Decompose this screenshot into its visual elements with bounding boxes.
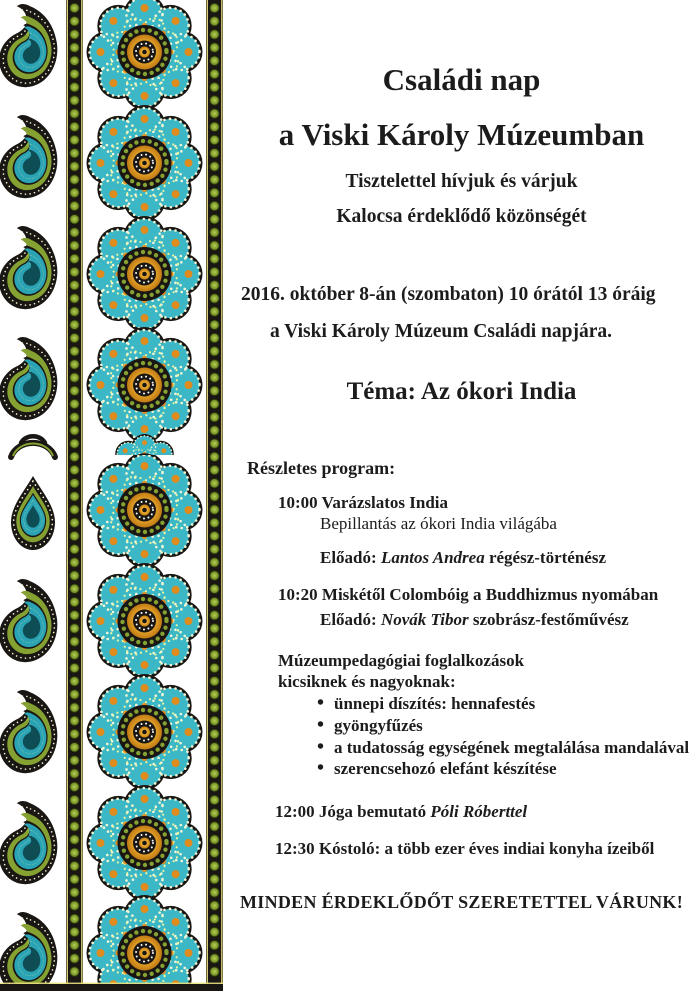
closing-line: MINDEN ÉRDEKLŐDŐT SZERETETTEL VÁRUNK! <box>239 892 684 912</box>
mandala-flower-motif <box>87 674 203 790</box>
program-item3-title: 12:00 Jóga bemutató Póli Róberttel <box>275 802 528 821</box>
program-item2-title: 10:20 Miskétől Colombóig a Buddhizmus nyomában <box>278 585 659 604</box>
poster-title-line1: Családi nap <box>382 62 541 97</box>
workshops-list <box>317 694 689 781</box>
mandala-flower-motif <box>87 452 203 568</box>
speaker-name: Lantos Andrea <box>380 548 485 567</box>
workshops-heading: Múzeumpedagógiai foglalkozások kicsiknek és nagyoknak: <box>278 651 525 691</box>
speaker-name: Novák Tibor <box>380 610 469 629</box>
poster-title-line2: a Viski Károly Múzeumban <box>278 117 645 152</box>
workshop-bullet: • ünnepi díszítés: hennafestés <box>317 694 689 716</box>
program-heading: Részletes program: <box>247 458 396 478</box>
poster-content <box>223 0 700 991</box>
mandala-flower-motif <box>87 327 203 443</box>
mandala-flower-motif <box>87 785 203 901</box>
speaker-label: Előadó: <box>320 610 377 629</box>
event-venue-line: a Viski Károly Múzeum Családi napjára. <box>270 321 613 342</box>
program-item4-title: 12:30 Kóstoló: a több ezer éves indiai konyha ízeiből <box>275 839 655 858</box>
workshop-bullet: • gyöngyfűzés <box>317 716 689 738</box>
event-date-line: 2016. október 8-án (szombaton) 10 órától 13 óráig <box>241 284 656 305</box>
program-item2-speaker <box>320 610 629 630</box>
mandala-flower-motif <box>87 216 203 332</box>
speaker-role: szobrász-festőművész <box>472 610 629 629</box>
program-item1-description: Bepillantás az ókori India világába <box>320 514 557 533</box>
presenter-name: Póli Róberttel <box>430 802 528 821</box>
mandala-flower-motif <box>87 105 203 221</box>
event-theme: Téma: Az ókori India <box>346 378 577 405</box>
mandala-flower-motif <box>87 563 203 679</box>
program-item1-title: 10:00 Varázslatos India <box>278 493 449 512</box>
workshop-bullet: • szerencsehozó elefánt készítése <box>317 759 689 781</box>
invitation-line2: Kalocsa érdeklődő közönségét <box>336 206 587 227</box>
workshop-bullet: • a tudatosság egységének megtalálása mandalával <box>317 738 689 760</box>
program-item1-speaker <box>320 548 606 568</box>
invitation-line1: Tisztelettel hívjuk és várjuk <box>345 171 578 192</box>
decorative-border <box>0 0 223 991</box>
speaker-role: régész-történész <box>488 548 606 567</box>
speaker-label: Előadó: <box>320 548 377 567</box>
